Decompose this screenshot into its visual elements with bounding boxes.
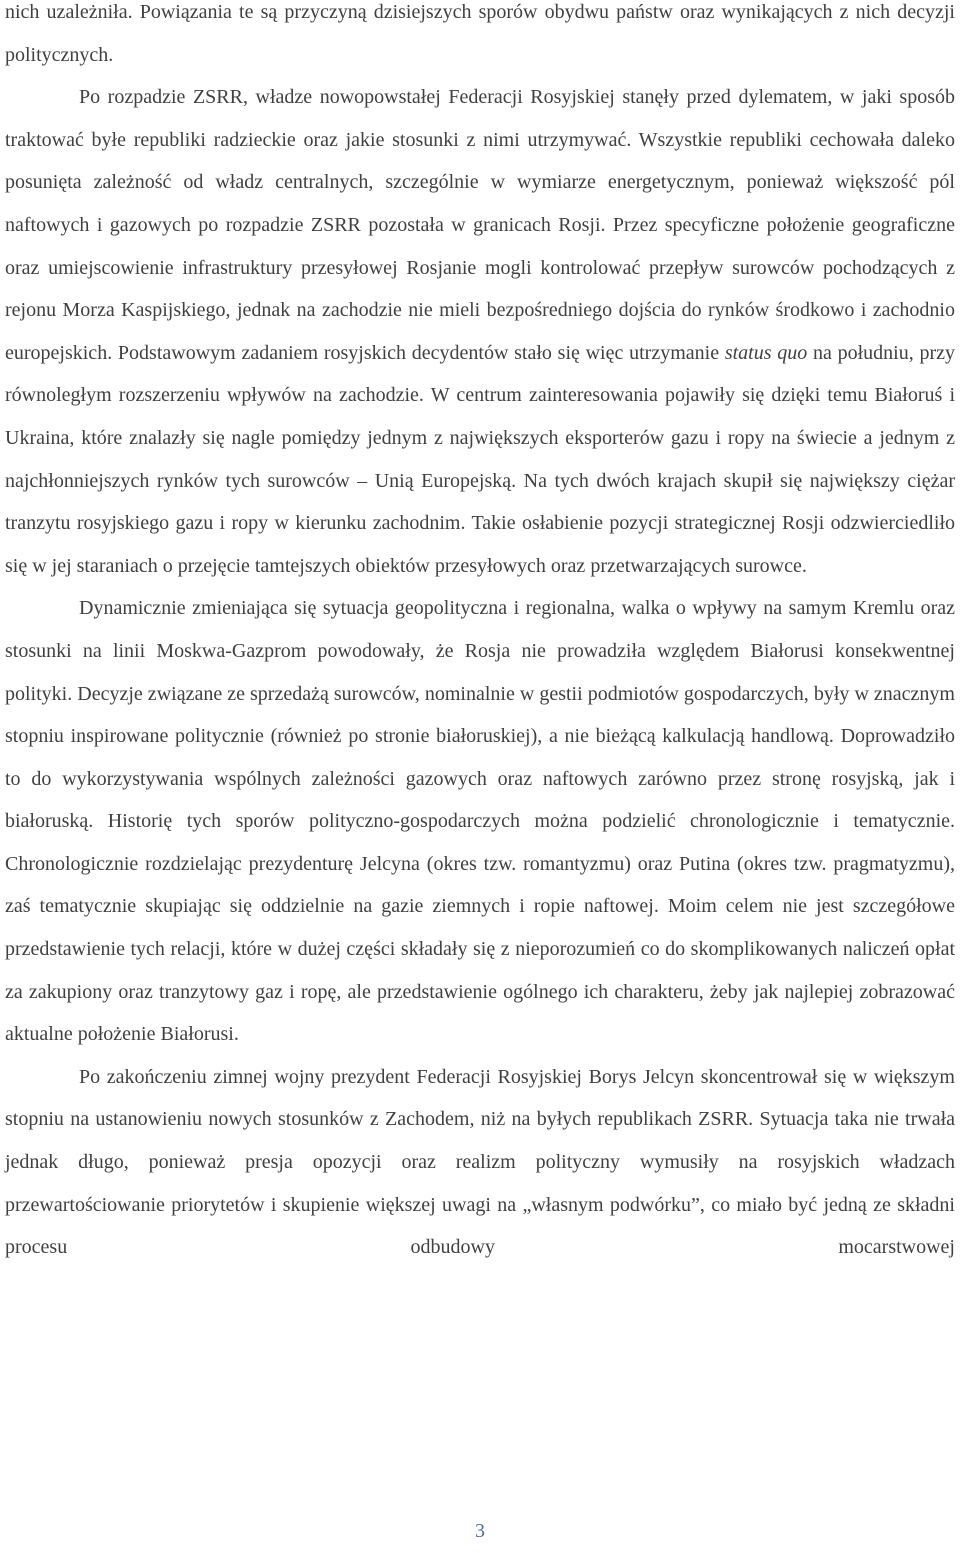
page-number: 3 <box>475 1520 485 1542</box>
document-body <box>5 0 955 1269</box>
paragraph-4 <box>5 1056 955 1269</box>
paragraph-1-text: nich uzależniła. Powiązania te są przyczyną dzisiejszych sporów obydwu państw oraz wynikających z nich decyzji politycznych. <box>5 1 955 66</box>
paragraph-2-text-before: Po rozpadzie ZSRR, władze nowopowstałej Federacji Rosyjskiej stanęły przed dylematem, w jaki sposób traktować byłe republiki radzieckie oraz jakie stosunki z nimi utrzymywać. Wszystkie republiki cechowała daleko posunięta zależność od władz centralnych, szczególnie w wymiarze energetycznym, ponieważ większość pól naftowych i gazowych po rozpadzie ZSRR pozostała w granicach Rosji. Przez specyficzne położenie geograficzne oraz umiejscowienie infrastruktury przesyłowej Rosjanie mogli kontrolować przepływ surowców pochodzących z rejonu Morza Kaspijskiego, jednak na zachodzie nie mieli bezpośredniego dojścia do rynków środkowo i zachodnio europejskich. Podstawowym zadaniem rosyjskich decydentów stało się więc utrzymanie <box>5 86 955 364</box>
paragraph-1 <box>5 0 955 76</box>
paragraph-2 <box>5 76 955 587</box>
paragraph-4-text: Po zakończeniu zimnej wojny prezydent Federacji Rosyjskiej Borys Jelcyn skoncentrował się w większym stopniu na ustanowieniu nowych stosunków z Zachodem, niż na byłych republikach ZSRR. Sytuacja taka nie trwała jednak długo, ponieważ presja opozycji oraz realizm polityczny wymusiły na rosyjskich władzach przewartościowanie priorytetów i skupienie większej uwagi na „własnym podwórku”, co miało być jedną ze składni procesu odbudowy mocarstwowej <box>5 1065 955 1259</box>
status-quo-emphasis: status quo <box>724 341 808 364</box>
paragraph-2-text-after: na południu, przy równoległym rozszerzeniu wpływów na zachodzie. W centrum zainteresowania pojawiły się dzięki temu Białoruś i Ukraina, które znalazły się nagle pomiędzy jednym z największych eksporterów gazu i ropy na świecie a jednym z najchłonniejszych rynków tych surowców – Unią Europejską. Na tych dwóch krajach skupił się największy ciężar tranzytu rosyjskiego gazu i ropy w kierunku zachodnim. Takie osłabienie pozycji strategicznej Rosji odzwierciedliło się w jej staraniach o przejęcie tamtejszych obiektów przesyłowych oraz przetwarzających surowce. <box>5 341 955 577</box>
paragraph-3-text: Dynamicznie zmieniająca się sytuacja geopolityczna i regionalna, walka o wpływy na samym Kremlu oraz stosunki na linii Moskwa-Gazprom powodowały, że Rosja nie prowadziła względem Białorusi konsekwentnej polityki. Decyzje związane ze sprzedażą surowców, nominalnie w gestii podmiotów gospodarczych, były w znacznym stopniu inspirowane politycznie (również po stronie białoruskiej), a nie bieżącą kalkulacją handlową. Doprowadziło to do wykorzystywania wspólnych zależności gazowych oraz naftowych zarówno przez stronę rosyjską, jak i białoruską. Historię tych sporów polityczno-gospodarczych można podzielić chronologicznie i tematycznie. Chronologicznie rozdzielając prezydenturę Jelcyna (okres tzw. romantyzmu) oraz Putina (okres tzw. pragmatyzmu), zaś tematycznie skupiając się oddzielnie na gazie ziemnych i ropie naftowej. Moim celem nie jest szczegółowe przedstawienie tych relacji, które w dużej części składały się z nieporozumień co do skomplikowanych naliczeń opłat za zakupiony oraz tranzytowy gaz i ropę, ale przedstawienie ogólnego ich charakteru, żeby jak najlepiej zobrazować aktualne położenie Białorusi. <box>5 597 955 1046</box>
paragraph-3 <box>5 587 955 1056</box>
